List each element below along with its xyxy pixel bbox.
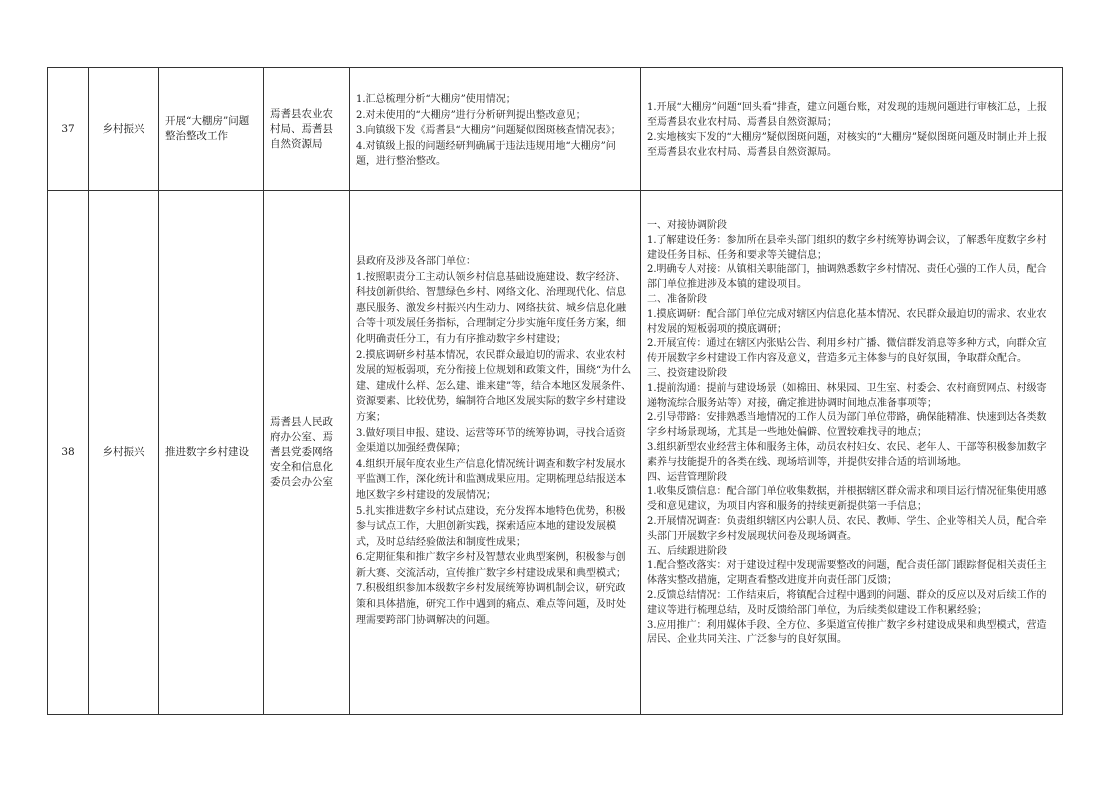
step-item: 1.了解建设任务：参加所在县牵头部门组织的数字乡村统筹协调会议，了解悉年度数字乡村建设任务目标、任务和要求等关键信息； (647, 234, 1047, 261)
steps-cell (641, 191, 1063, 715)
phase-heading: 一、对接协调阶段 (647, 220, 727, 231)
phase-heading: 三、投资建设阶段 (647, 367, 727, 379)
task-table (47, 67, 1063, 715)
task-cell: 推进数字乡村建设 (159, 191, 264, 715)
table-row (48, 68, 1063, 191)
measure-item: 3.向镇级下发《焉耆县“大棚房”问题疑似图斑核查情况表》； (356, 125, 621, 137)
measure-item: 4.组织开展年度农业生产信息化情况统计调查和数字村发展水平监测工作，深化统计和监测成果应用。定期梳理总结报送本地区数字乡村建设的发展情况； (356, 458, 626, 501)
step-item: 1.收集反馈信息：配合部门单位收集数据，并根据辖区群众需求和项目运行情况征集使用感受和意见建议，为项目内容和服务的持续更新提供第一手信息； (647, 486, 1047, 513)
measure-item: 4.对镇级上报的问题经研判确属于违法违规用地“大棚房”问题，进行整治整改。 (356, 140, 616, 168)
category-cell: 乡村振兴 (89, 191, 159, 715)
measure-item: 县政府及涉及各部门单位： (356, 256, 476, 267)
measures-cell (350, 191, 641, 715)
step-item: 1.开展“大棚房”问题“回头看”排查，建立问题台账，对发现的违规问题进行审核汇总，上报至焉耆县农业农村局、焉耆县自然资源局； (647, 102, 1047, 129)
step-item: 2.引导带路：安排熟悉当地情况的工作人员为部门单位带路，确保能精准、快速到达各类数字乡村场景现场，尤其是一些地处偏僻、位置较难找寻的地点； (647, 412, 1047, 439)
measure-item: 1.按照职责分工主动认领乡村信息基础设施建设、数字经济、科技创新供给、智慧绿色乡村、网络文化、治理现代化、信息惠民服务、激发乡村振兴内生动力、网络扶贫、城乡信息化融合等十项发展任务指标，合理制定分步实施年度任务方案，细化明确责任分工，有力有序推动数字乡村建设； (356, 271, 626, 345)
department-cell: 焉耆县农业农村局、焉耆县自然资源局 (264, 68, 350, 191)
measure-item: 2.摸底调研乡村基本情况，农民群众最迫切的需求、农业农村发展的短板弱项，充分衔接上位规划和政策文件，围绕“为什么建、建成什么样、怎么建、谁来建”等，结合本地区发展条件、资源要素、比较优势，编制符合地区发展实际的数字乡村建设方案； (356, 349, 632, 423)
step-item: 2.明确专人对接：从镇相关职能部门，抽调熟悉数字乡村情况、责任心强的工作人员，配合部门单位推进涉及本镇的建设项目。 (647, 264, 1047, 291)
step-item: 3.组织新型农业经营主体和服务主体，动员农村妇女、农民、老年人、干部等积极参加数字素养与技能提升的各类在线、现场培训等，并提供安排合适的培训场地。 (647, 441, 1047, 468)
measure-item: 3.做好项目申报、建设、运营等环节的统筹协调，寻找合适资金渠道以加强经费保障； (356, 427, 626, 455)
step-item: 1.提前沟通：提前与建设场景（如棉田、林果园、卫生室、村委会、农村商贸网点、村级寄递物流综合服务站等）对接，确定推进协调时间地点准备事项等； (647, 382, 1047, 409)
measure-item: 6.定期征集和推广数字乡村及智慧农业典型案例，积极参与创新大赛、交流活动，宣传推广数字乡村建设成果和典型模式； (356, 552, 626, 579)
step-item: 1.配合整改落实：对于建设过程中发现需要整改的问题，配合责任部门跟踪督促相关责任主体落实整改措施，定期查看整改进度并向责任部门反馈； (647, 560, 1047, 587)
steps-cell (641, 68, 1063, 191)
row-number: 37 (48, 68, 89, 191)
row-number: 38 (48, 191, 89, 715)
measure-item: 5.扎实推进数字乡村试点建设，充分发挥本地特色优势，积极参与试点工作，大胆创新实践，探索适应本地的建设发展模式，及时总结经验做法和制度性成果； (356, 505, 626, 548)
measure-item: 7.积极组织参加本级数字乡村发展统筹协调机制会议，研究政策和具体措施，研究工作中遇到的痛点、难点等问题，及时处理需要跨部门协调解决的问题。 (356, 583, 626, 626)
table-row (48, 191, 1063, 715)
task-cell: 开展“大棚房”问题整治整改工作 (159, 68, 264, 191)
measures-cell (350, 68, 641, 191)
category-cell: 乡村振兴 (89, 68, 159, 191)
step-item: 1.摸底调研：配合部门单位完成对辖区内信息化基本情况、农民群众最迫切的需求、农业农村发展的短板弱项的摸底调研； (647, 308, 1047, 335)
phase-heading: 五、后续跟进阶段 (647, 545, 727, 557)
phase-heading: 四、运营管理阶段 (647, 471, 727, 483)
phase-heading: 二、准备阶段 (647, 293, 707, 305)
step-item: 2.实地核实下发的“大棚房”疑似图斑问题，对核实的“大棚房”疑似图斑问题及时制止并上报至焉耆县农业农村局、焉耆县自然资源局。 (647, 132, 1047, 158)
measure-item: 1.汇总梳理分析“大棚房”使用情况； (356, 94, 516, 106)
step-item: 2.开展情况调查：负责组织辖区内公职人员、农民、教师、学生、企业等相关人员，配合牵头部门开展数字乡村发展现状问卷及现场调查。 (647, 515, 1047, 542)
department-cell: 焉耆县人民政府办公室、焉耆县党委网络安全和信息化委员会办公室 (264, 191, 350, 715)
measure-item: 2.对未使用的“大棚房”进行分析研判提出整改意见； (356, 109, 586, 121)
step-item: 2.开展宣传：通过在辖区内张贴公告、利用乡村广播、微信群发消息等多种方式，向群众宣传开展数字乡村建设工作内容及意义，营造多元主体参与的良好氛围，争取群众配合。 (647, 338, 1047, 365)
step-item: 3.应用推广：利用媒体手段、全方位、多渠道宣传推广数字乡村建设成果和典型模式，营造居民、企业共同关注、广泛参与的良好氛围。 (647, 619, 1047, 646)
step-item: 2.反馈总结情况：工作结束后，将镇配合过程中遇到的问题、群众的反应以及对后续工作的建议等进行梳理总结，及时反馈给部门单位，为后续类似建设工作积累经验； (647, 589, 1047, 616)
